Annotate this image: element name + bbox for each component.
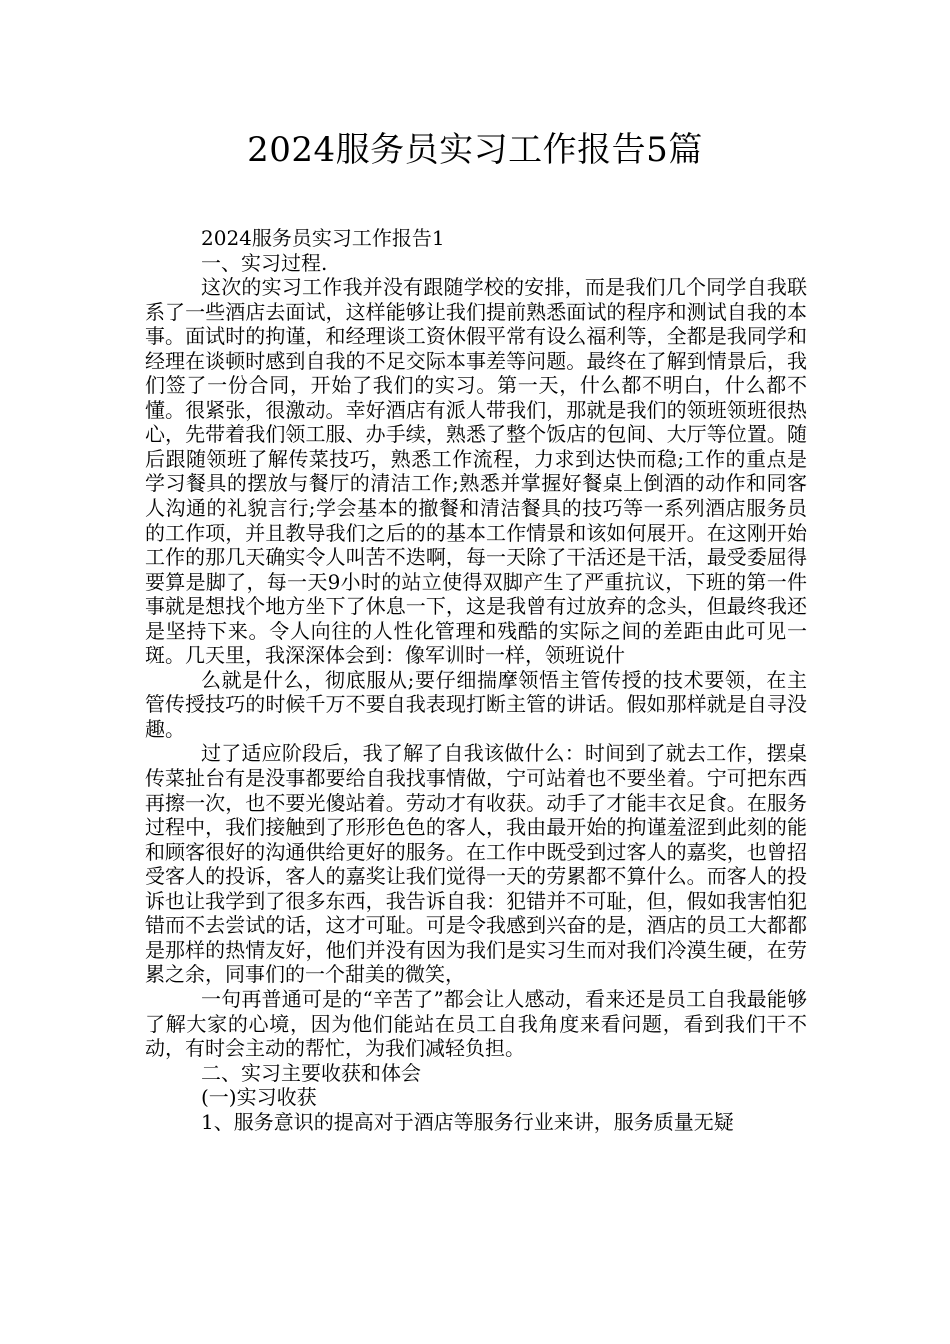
subsection-heading-gains: (一)实习收获 <box>201 1085 317 1110</box>
paragraph-colleagues: 一句再普通可是的“辛苦了”都会让人感动，看来还是员工自我最能够了解大家的心境，因为他们能站在员工自我角度来看问题，看到我们干不动，有时会主动的帮忙，为我们减轻负担。 <box>145 986 807 1061</box>
document-body <box>145 226 807 1134</box>
paragraph-service-awareness: 1、服务意识的提高对于酒店等服务行业来讲，服务质量无疑 <box>201 1109 734 1134</box>
document-title: 2024服务员实习工作报告5篇 <box>247 130 703 170</box>
report-subtitle: 2024服务员实习工作报告1 <box>201 226 445 250</box>
paragraph-obey: 么就是什么，彻底服从;要仔细揣摩领悟主管传授的技术要领，在主管传授技巧的时候千万不要自我表现打断主管的讲话。假如那样就是自寻没趣。 <box>145 667 807 741</box>
paragraph-adaptation: 过了适应阶段后，我了解了自我该做什么：时间到了就去工作，摆桌传菜扯台有是没事都要给自我找事情做，宁可站着也不要坐着。宁可把东西再擦一次，也不要光傻站着。劳动才有收获。动手了才能丰衣足食。在服务过程中，我们接触到了形形色色的客人，我由最开始的拘谨羞涩到此刻的能和顾客很好的沟通供给更好的服务。在工作中既受到过客人的嘉奖，也曾招受客人的投诉，客人的嘉奖让我们觉得一天的劳累都不算什么。而客人的投诉也让我学到了很多东西，我告诉自我：犯错并不可耻，但，假如我害怕犯错而不去尝试的话，这才可耻。可是令我感到兴奋的是，酒店的员工大都都是那样的热情友好，他们并没有因为我们是实习生而对我们冷漠生硬，在劳累之余，同事们的一个甜美的微笑， <box>145 741 807 987</box>
section-heading-gains: 二、实习主要收获和体会 <box>201 1060 421 1085</box>
paragraph-process: 这次的实习工作我并没有跟随学校的安排，而是我们几个同学自我联系了一些酒店去面试，这样能够让我们提前熟悉面试的程序和测试自我的本事。面试时的拘谨，和经理谈工资休假平常有设么福利等，全都是我同学和经理在谈顿时感到自我的不足交际本事差等问题。最终在了解到情景后，我们签了一份合同，开始了我们的实习。第一天，什么都不明白，什么都不懂。很紧张，很激动。幸好酒店有派人带我们，那就是我们的领班领班很热心，先带着我们领工服、办手续，熟悉了整个饭店的包间、大厅等位置。随后跟随领班了解传菜技巧，熟悉工作流程，力求到达快而稳;工作的重点是学习餐具的摆放与餐厅的清洁工作;熟悉并掌握好餐桌上倒酒的动作和同客人沟通的礼貌言行;学会基本的撤餐和清洁餐具的技巧等一系列酒店服务员的工作项，并且教导我们之后的的基本工作情景和该如何展开。在这刚开始工作的那几天确实令人叫苦不迭啊，每一天除了干活还是干活，最受委屈得要算是脚了，每一天9小时的站立使得双脚产生了严重抗议，下班的第一件事就是想找个地方坐下了休息一下，这是我曾有过放弃的念头，但最终我还是坚持下来。令人向往的人性化管理和残酷的实际之间的差距由此可见一斑。几天里，我深深体会到：像军训时一样，领班说什 <box>145 275 807 668</box>
section-heading-process: 一、实习过程. <box>201 250 328 275</box>
